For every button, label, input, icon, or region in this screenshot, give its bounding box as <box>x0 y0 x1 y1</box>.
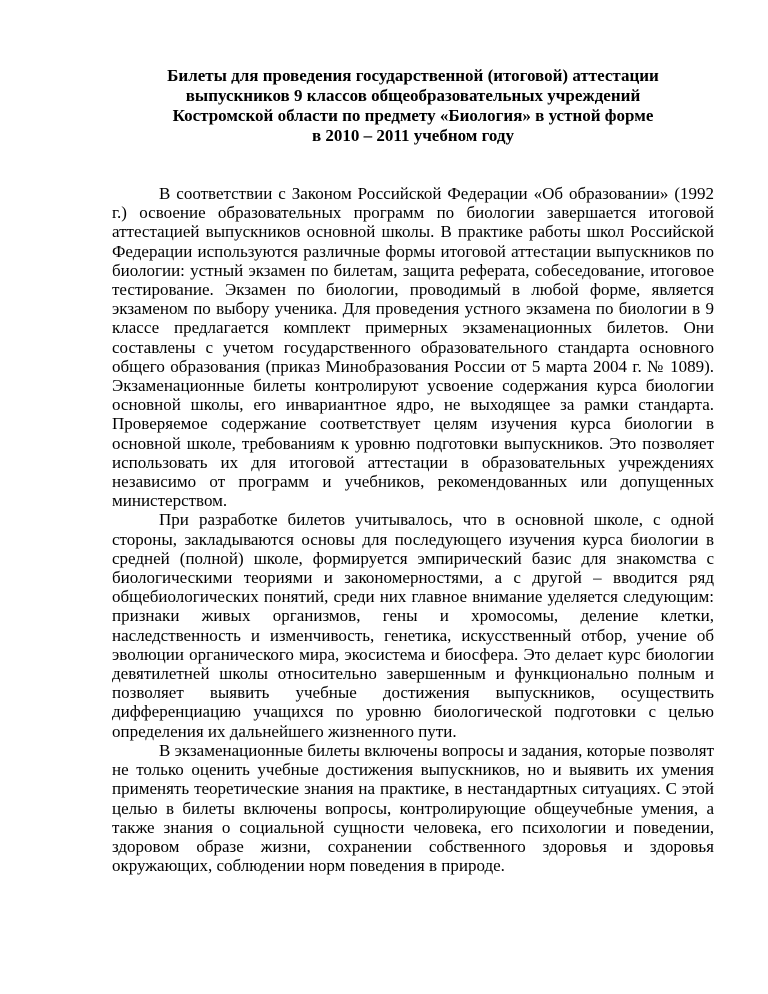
title-line-3: Костромской области по предмету «Биология» в устной форме <box>172 106 654 125</box>
document-page <box>112 66 714 875</box>
title-line-2: выпускников 9 классов общеобразовательных учреждений <box>185 86 641 105</box>
title-line-1: Билеты для проведения государственной (итоговой) аттестации <box>167 66 659 85</box>
paragraph-3: В экзаменационные билеты включены вопросы и задания, которые позволят не только оценить учебные достижения выпускников, но и выявить их умения применять теоретические знания на практике, в нестандартных ситуациях. С этой целью в билеты включены вопросы, контролирующие общеучебные умения, а также знания о социальной сущности человека, его психологии и поведении, здоровом образе жизни, сохранении собственного здоровья и здоровья окружающих, соблюдении норм поведения в природе. <box>112 740 714 876</box>
paragraph-2: При разработке билетов учитывалось, что в основной школе, с одной стороны, закладываются основы для последующего изучения курса биологии в средней (полной) школе, формируется эмпирический базис для знакомства с биологическими теориями и закономерностями, а с другой – вводится ряд общебиологических понятий, среди них главное внимание уделяется следующим: признаки живых организмов, гены и хромосомы, деление клетки, наследственность и изменчивость, генетика, искусственный отбор, учение об эволюции органического мира, экосистема и биосфера. Это делает курс биологии девятилетней школы относительно завершенным и функционально полным и позволяет выявить учебные достижения выпускников, осуществить дифференциацию учащихся по уровню биологической подготовки с целью определения их дальнейшего жизненного пути. <box>112 510 714 741</box>
document-body <box>112 184 714 875</box>
paragraph-1: В соответствии с Законом Российской Федерации «Об образовании» (1992 г.) освоение образовательных программ по биологии завершается итоговой аттестацией выпускников основной школы. В практике работы школ Российской Федерации используются различные формы итоговой аттестации выпускников по биологии: устный экзамен по билетам, защита реферата, собеседование, итоговое тестирование. Экзамен по биологии, проводимый в любой форме, является экзаменом по выбору ученика. Для проведения устного экзамена по биологии в 9 классе предлагается комплект примерных экзаменационных билетов. Они составлены с учетом государственного образовательного стандарта основного общего образования (приказ Минобразования России от 5 марта 2004 г. № 1089). Экзаменационные билеты контролируют усвоение содержания курса биологии основной школы, его инвариантное ядро, не выходящее за рамки стандарта. Проверяемое содержание соответствует целям изучения курса биологии в основной школе, требованиям к уровню подготовки выпускников. Это позволяет использовать их для итоговой аттестации в образовательных учреждениях независимо от программ и учебников, рекомендованных или допущенных министерством. <box>112 184 714 511</box>
title-line-4: в 2010 – 2011 учебном году <box>311 126 515 145</box>
document-title <box>112 66 714 146</box>
